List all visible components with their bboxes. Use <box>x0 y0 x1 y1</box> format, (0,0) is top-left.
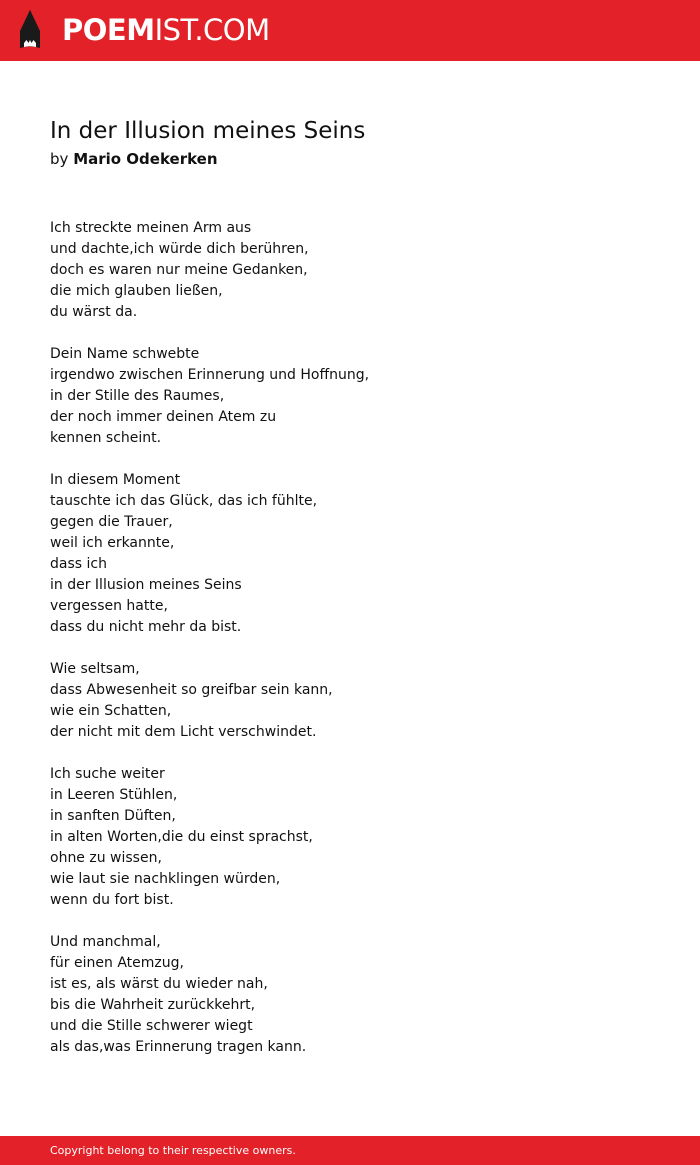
poem-line: für einen Atemzug, <box>50 955 184 971</box>
poem-stanza <box>50 932 650 1058</box>
poem-line: ohne zu wissen, <box>50 850 162 866</box>
poem-stanza <box>50 470 650 638</box>
poem-line: dass ich <box>50 556 107 572</box>
poem-line: doch es waren nur meine Gedanken, <box>50 262 308 278</box>
poem-line: gegen die Trauer, <box>50 514 173 530</box>
site-logo[interactable] <box>62 12 270 48</box>
poem-line: kennen scheint. <box>50 430 162 446</box>
pencil-icon[interactable] <box>17 9 43 51</box>
poem-line: tauschte ich das Glück, das ich fühlte, <box>50 493 318 509</box>
poem-line: die mich glauben ließen, <box>50 283 223 299</box>
poem-line: du wärst da. <box>50 304 138 320</box>
poem-line: in sanften Düften, <box>50 808 176 824</box>
poem-title: In der Illusion meines Seins <box>50 118 366 144</box>
poem-line: Ich streckte meinen Arm aus <box>50 220 252 236</box>
poem-line: vergessen hatte, <box>50 598 168 614</box>
poem-line: in der Stille des Raumes, <box>50 388 225 404</box>
poem-stanza <box>50 659 650 743</box>
poem-line: in Leeren Stühlen, <box>50 787 178 803</box>
poem-line: Wie seltsam, <box>50 661 140 677</box>
poem-stanza <box>50 764 650 911</box>
poem-stanza <box>50 344 650 449</box>
poem-line: dass du nicht mehr da bist. <box>50 619 242 635</box>
poem-body <box>50 218 650 1079</box>
poem-line: Und manchmal, <box>50 934 161 950</box>
poem-line: dass Abwesenheit so greifbar sein kann, <box>50 682 333 698</box>
poem-line: und dachte,ich würde dich berühren, <box>50 241 309 257</box>
by-label: by <box>50 150 69 168</box>
poem-line: ist es, als wärst du wieder nah, <box>50 976 268 992</box>
poem-line: und die Stille schwerer wiegt <box>50 1018 253 1034</box>
poem-line: in alten Worten,die du einst sprachst, <box>50 829 313 845</box>
author-name: Mario Odekerken <box>73 150 218 168</box>
poem-line: der nicht mit dem Licht verschwindet. <box>50 724 317 740</box>
site-header <box>0 0 700 61</box>
site-footer <box>0 1136 700 1165</box>
poem-line: wie laut sie nachklingen würden, <box>50 871 281 887</box>
copyright-text: Copyright belong to their respective owners. <box>50 1144 296 1157</box>
poem-line: weil ich erkannte, <box>50 535 175 551</box>
byline <box>50 148 218 170</box>
poem-line: wenn du fort bist. <box>50 892 174 908</box>
poem-line: Ich suche weiter <box>50 766 165 782</box>
poem-line: der noch immer deinen Atem zu <box>50 409 277 425</box>
poem-line: wie ein Schatten, <box>50 703 172 719</box>
poem-line: bis die Wahrheit zurückkehrt, <box>50 997 256 1013</box>
logo-bold-text: POEM <box>62 13 155 47</box>
poem-line: in der Illusion meines Seins <box>50 577 242 593</box>
poem-line: irgendwo zwischen Erinnerung und Hoffnung, <box>50 367 370 383</box>
poem-line: als das,was Erinnerung tragen kann. <box>50 1039 307 1055</box>
poem-line: Dein Name schwebte <box>50 346 200 362</box>
logo-light-text: IST.COM <box>154 13 270 47</box>
poem-line: In diesem Moment <box>50 472 181 488</box>
poem-stanza <box>50 218 650 323</box>
